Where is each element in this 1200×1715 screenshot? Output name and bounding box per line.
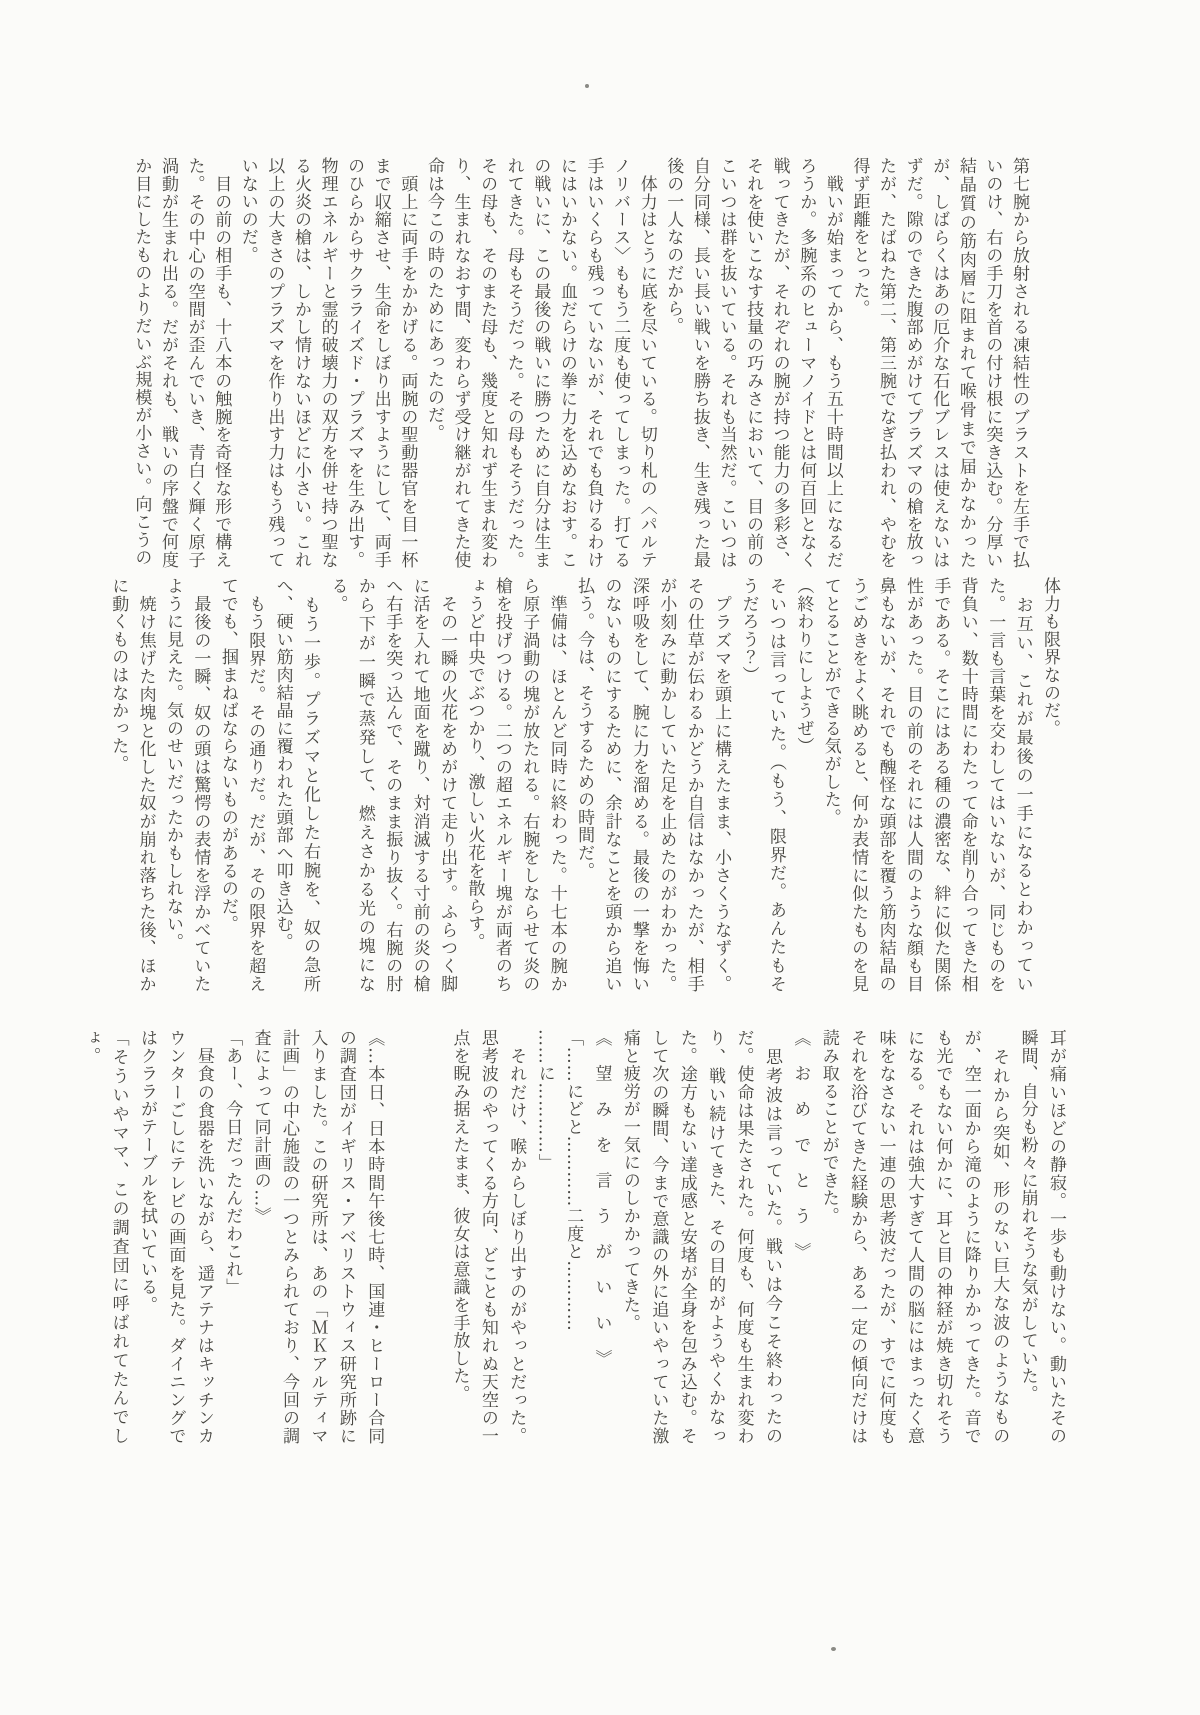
paragraph: 「そういやママ、この調査団に呼ばれてたんでしょ。 xyxy=(80,1029,129,1445)
paragraph: 思考波は言っていた。戦いは今こそ終わったのだ。使命は果たされた。何度も、何度も生まれ変わり、戦い続けてきた、その目的がようやくかなった。途方もない達成感と安堵が全身を包み込む。そして次の瞬間、今まで意識の外に追いやっていた激痛と疲労が一気にのしかかってきた。 xyxy=(619,1029,782,1445)
paragraph xyxy=(417,1029,445,1445)
paragraph: 《 お め で と う 》 xyxy=(790,1029,811,1261)
paragraph: ……に…………」 xyxy=(534,1029,555,1172)
paragraph: 最後の一瞬、奴の頭は驚愕の表情を浮かべていたように見えた。気のせいだったかもしれない。 xyxy=(163,577,211,993)
paragraph: 体力はとうに底を尽いている。切り札の〈パルテノリバース〉ももう二度も使ってしまった。打てる手はいくらも残っていないが、それでも負けるわけにはいかない。血だらけの拳に力を込めなおす。この戦いに、この最後の戦いに勝つために自分は生まれてきた。母もそうだった。その母もそうだった。その母も、そのまた母も、幾度と知れず生まれ変わり、生まれなおす間、変わらず受け継がれてきた使命は今この時のためにあったのだ。 xyxy=(423,157,657,569)
paragraph: 「……にどと…………二度と………… xyxy=(563,1029,584,1332)
paragraph: 体力も限界なのだ。 xyxy=(1040,577,1060,738)
paragraph: もう一歩。プラズマと化した右腕を、奴の急所へ、硬い筋肉結晶に覆われた頭部へ叩き込む。 xyxy=(272,577,321,993)
paragraph: プラズマを頭上に構えたまま、小さくうなずく。その仕草が伝わるかどうか自信はなかったが、相手が小刻みに動かしていた足を止めたのがわかった。深呼吸をして、腕に力を溜める。最後の一撃を悔いのないものにするために、余計なことを頭から追い払う。今は、そうするための時間だ。 xyxy=(574,577,732,993)
paragraph: 目の前の相手も、十八本の触腕を奇怪な形で構えた。その中心の空間が歪んでいき、青白く輝く原子渦動が生まれ出る。だがそれも、戦いの序盤で何度か目にしたものよりだいぶ規模が小さい。向こうの xyxy=(131,157,232,569)
paragraph: お互い、これが最後の一手になるとわかっていた。一言も言葉を交わしてはいないが、同じものを背負い、数十時間にわたって命を削り合ってきた相手である。そこにはある種の濃密な、絆に似た関係性があった。目の前のそれには人間のような顔も目鼻もないが、それでも醜怪な頭部を覆う筋肉結晶のうごめきをよく眺めると、何か表情に似たものを見てとることができる気がした。 xyxy=(820,577,1033,993)
scan-speck xyxy=(585,84,589,88)
paragraph: 頭上に両手をかかげる。両腕の聖動器官を目一杯まで収縮させ、生命をしぼり出すようにして、両手のひらからサクラライズド・プラズマを生み出す。物理エネルギーと霊的破壊力の双方を併せ持つ聖なる火炎の槍は、しかし情けないほどに小さい。これ以上の大きさのプラズマを作り出す力はもう残っていないのだ。 xyxy=(237,157,418,569)
paragraph: 準備は、ほとんど同時に終わった。十七本の腕から原子渦動の塊が放たれる。右腕をしならせて炎の槍を投げつける。二つの超エネルギー塊が両者のちょうど中央でぶつかり、激しい火花を散らす。 xyxy=(464,577,567,993)
paragraph: 第七腕から放射される凍結性のブラストを左手で払いのけ、右の手刀を首の付け根に突き込む。分厚い結晶質の筋肉層に阻まれて喉骨まで届かなかったが、しばらくはあの厄介な石化ブレスは使えないはずだ。隙のできた腹部めがけてプラズマの槍を放ったが、たばねた第二、第三腕でなぎ払われ、やむを得ず距離をとった。 xyxy=(849,157,1029,569)
paragraph: 《…本日、日本時間午後七時、国連・ヒーロー合同の調査団がイギリス・アベリストウィス研究所跡に入りました。この研究所は、あの「ＭＫアルティマ計画」の中心施設の一つとみられており、今回の調査によって同計画の…》 xyxy=(250,1029,385,1445)
text-band-top xyxy=(132,157,1032,569)
paragraph: 戦いが始まってから、もう五十時間以上になるだろうか。多腕系のヒューマノイドとは何百回となく戦ってきたが、それぞれの腕が持つ能力の多彩さ、それを使いこなす技量の巧みさにおいて、目の前のこいつは群を抜いている。それも当然だ。こいつは自分同様、長い長い戦いを勝ち抜き、生き残った最後の一人なのだから。 xyxy=(663,157,843,569)
scan-speck xyxy=(831,1647,836,1651)
paragraph: そいつは言っていた。（もう、限界だ。あんたもそうだろう？） xyxy=(738,577,786,993)
paragraph: それだけ、喉からしぼり出すのがやっとだった。思考波のやってくる方向、どことも知れぬ天空の一点を睨み据えたまま、彼女は意識を手放した。 xyxy=(449,1029,527,1445)
paragraph: それから突如、形のない巨大な波のようなものが、空一面から滝のように降りかかってきた。音でも光でもない何かに、耳と目の神経が焼き切れそうになる。それは強大すぎて人間の脳にはまったく意味をなさない一連の思考波だったが、すでに何度もそれを浴びてきた経験から、ある一定の傾向だけは読み取ることができた。 xyxy=(818,1029,1010,1445)
paragraph: 耳が痛いほどの静寂。一歩も動けない。動いたその瞬間、自分も粉々に崩れそうな気がしていた。 xyxy=(1017,1029,1066,1445)
paragraph: その一瞬の火花をめがけて走り出す。ふらつく脚に活を入れて地面を蹴り、対消滅する寸前の炎の槍へ右手を突っ込んで、そのまま振り抜く。右腕の肘から下が一瞬で蒸発して、燃えさかる光の塊になる。 xyxy=(327,577,458,993)
paragraph: 「あー、今日だったんだわこれ」 xyxy=(222,1029,243,1296)
paragraph xyxy=(388,1029,416,1445)
text-band-bottom xyxy=(80,1029,1070,1445)
text-band-middle xyxy=(108,577,1063,993)
paragraph: （終わりにしようぜ） xyxy=(793,577,814,755)
paragraph: 焼け焦げた肉塊と化した奴が崩れ落ちた後、ほかに動くものはなかった。 xyxy=(108,577,156,993)
paragraph: もう限界だ。その通りだ。だが、その限界を超えてでも、掴まねばならないものがあるのだ。 xyxy=(217,577,266,993)
paragraph: 《 望 み を 言 う が い い 》 xyxy=(591,1029,612,1368)
paragraph: 昼食の食器を洗いながら、遥アテナはキッチンカウンターごしにテレビの画面を見た。ダイニングではクララがテーブルを拭いている。 xyxy=(137,1029,214,1445)
